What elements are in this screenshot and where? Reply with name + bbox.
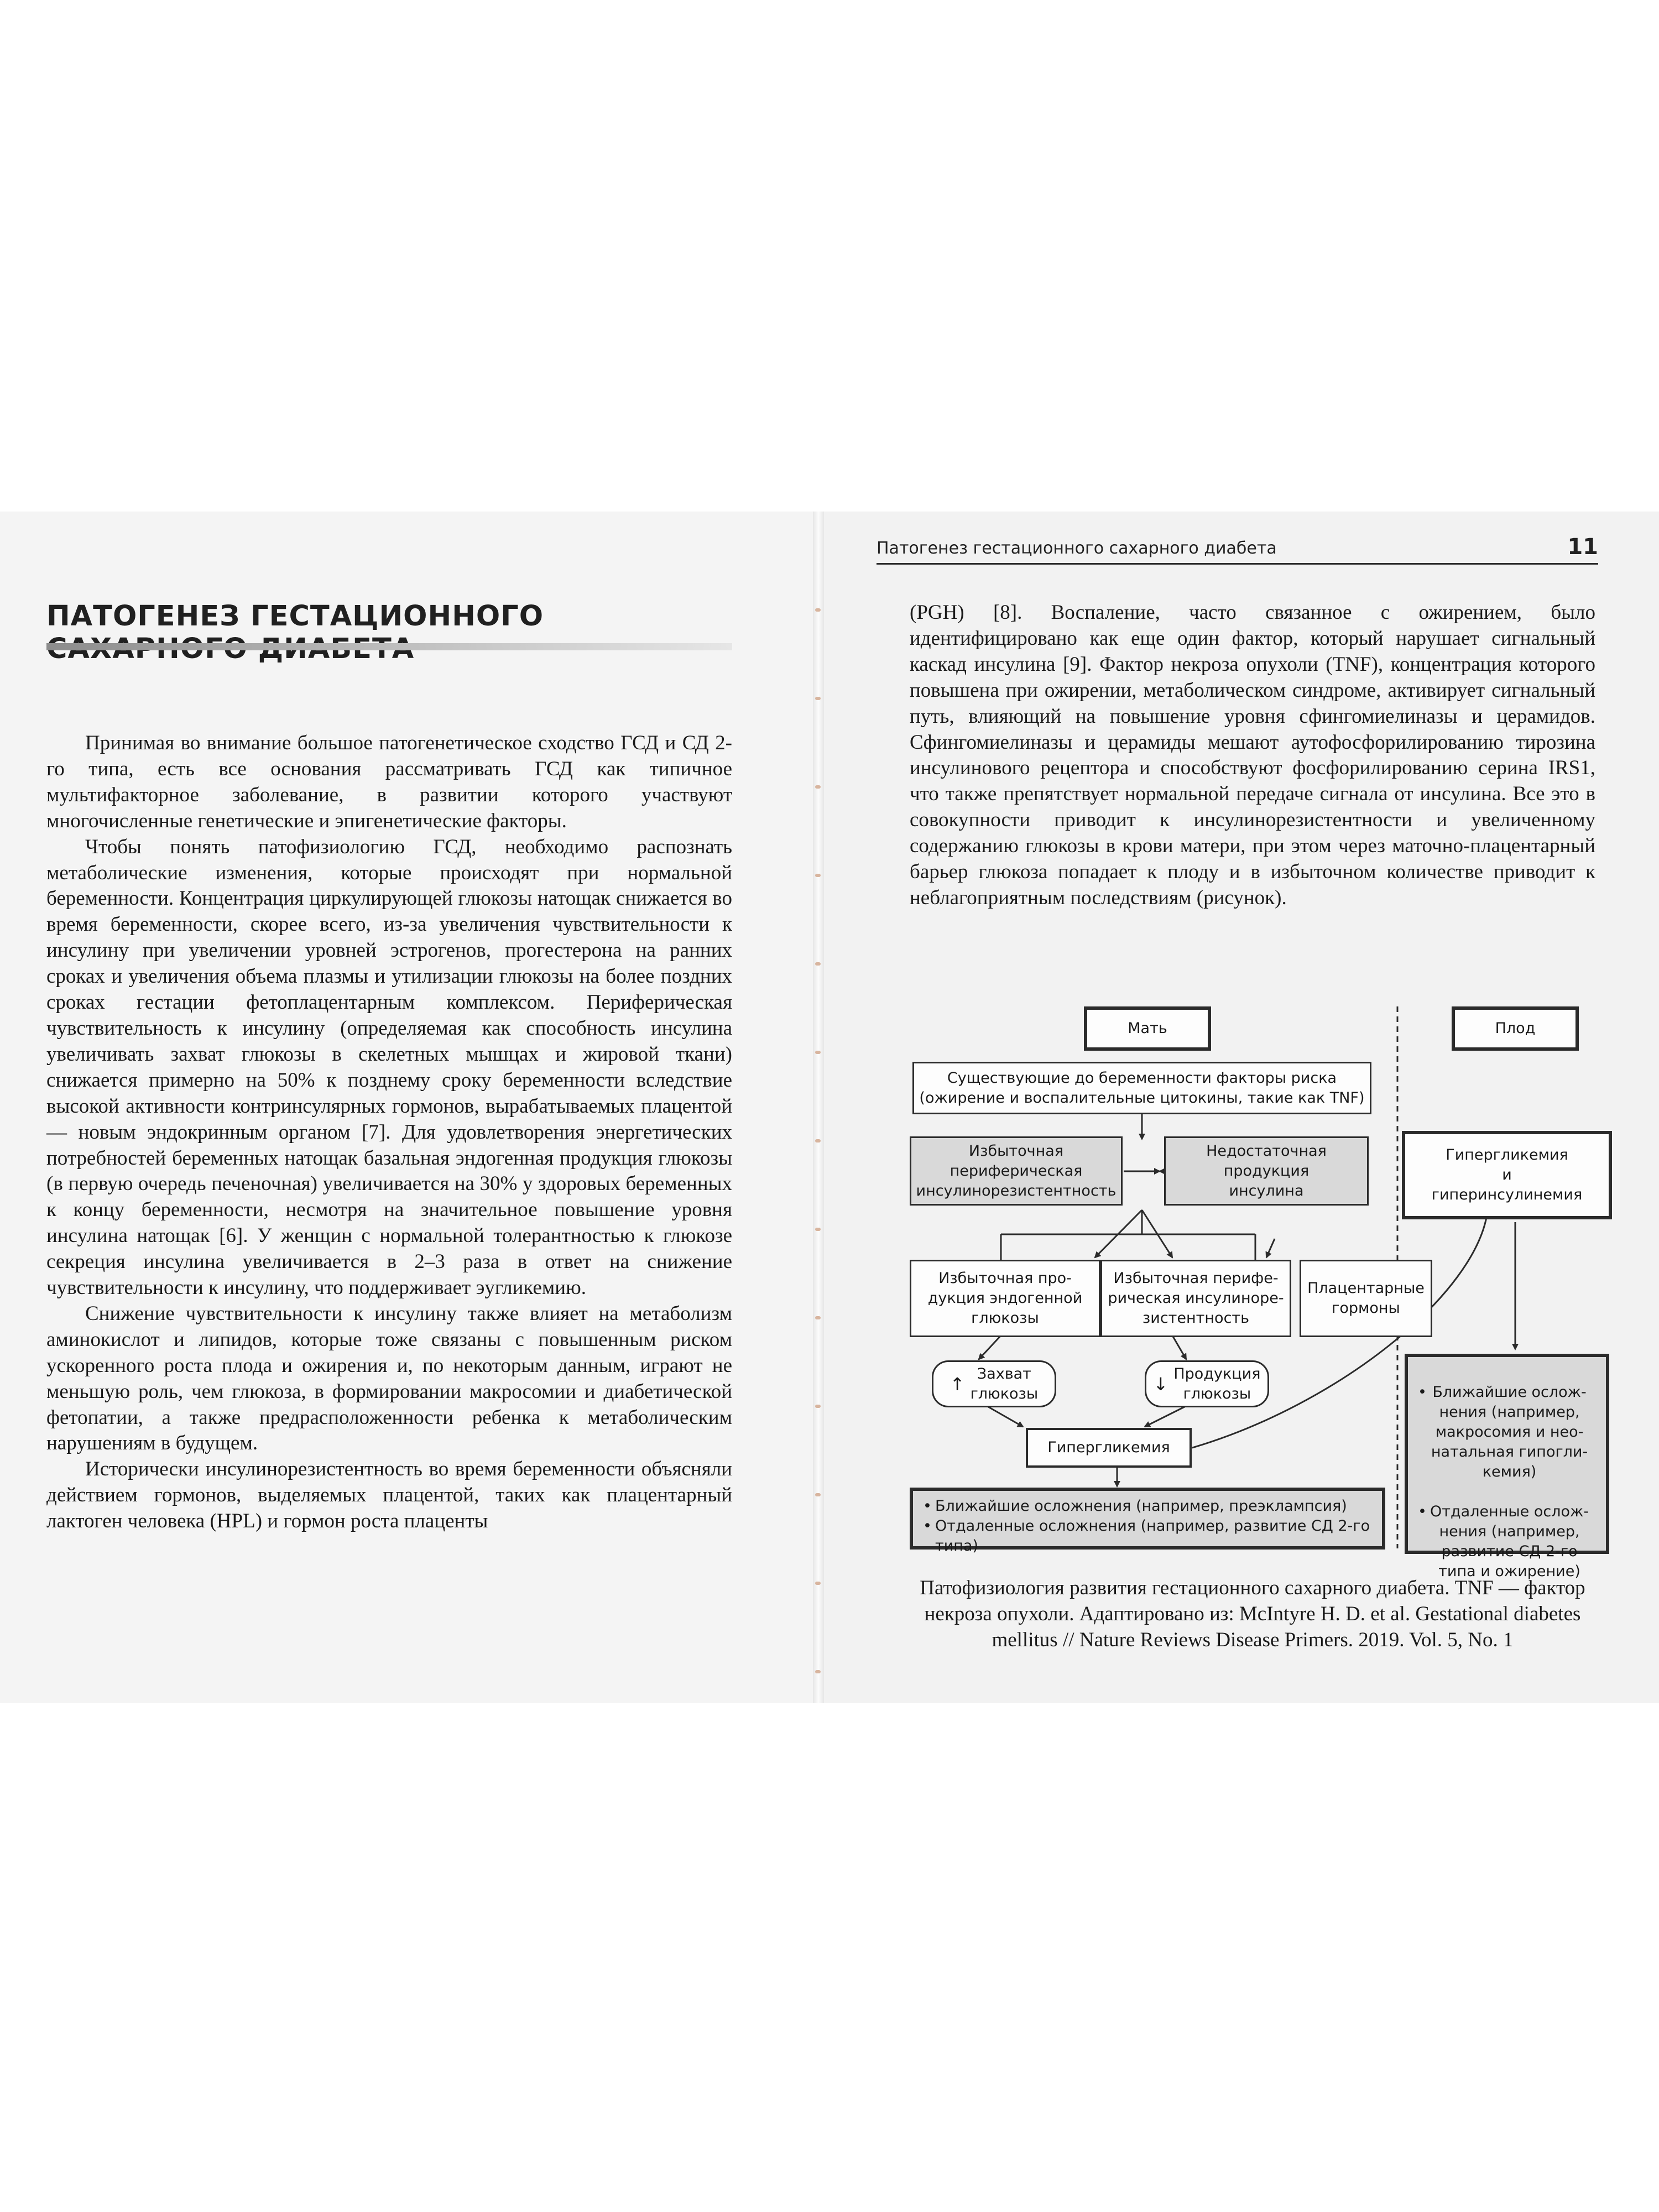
paragraph: Принимая во внимание большое патогенетическое сходство ГСД и СД 2-го типа, есть все основания рассматривать ГСД как типичное мультифакторное заболевание, в развитии которого участвуют многочисленные генетические и эпигенетические факторы. [46, 732, 732, 832]
paragraph: (PGH) [8]. Воспаление, часто связанное с ожирением, было идентифицировано как еще один фактор, который нарушает сигнальный каскад инсулина [9]. Фактор некроза опухоли (TNF), концентрация которого повышена при ожирении, метаболическом синдроме, активирует сигнальный путь, влияющий на повышение уровня сфингомиелиназы и церамидов. Сфингомиелиназы и церамиды мешают аутофосфорилированию тирозина инсулинового рецептора и способствуют фосфорилированию серина IRS1, что также препятствует нормальной передаче сигнала от инсулина. Все это в совокупности приводит к инсулинорезистентности и увеличенному содержанию глюкозы в крови матери, при этом через маточно-плацентарный барьер глюкоза попадает к плоду и в избыточном количестве приводит к неблагоприятным последствиям (рисунок). [910, 601, 1595, 909]
fetal-hyperglycemia-box: Гипергликемия и гиперинсулинемия [1402, 1131, 1612, 1219]
paragraph: Исторически инсулинорезистентность во время беременности объясняли действием гормонов, выделяемых плацентой, таких как плацентарный лактоген человека (HPL) и гормон роста плаценты [46, 1458, 732, 1533]
glucose-production-label: Продукция глюкозы [1173, 1365, 1261, 1402]
maternal-complications-box [910, 1488, 1385, 1554]
arrow-production-hyper [1145, 1405, 1189, 1427]
arrow-to-production [1172, 1335, 1186, 1359]
insulin-deficiency-box: Недостаточная продукция инсулина [1164, 1136, 1369, 1206]
binding-stitch [815, 1316, 821, 1319]
glucose-production-oval [1145, 1360, 1269, 1407]
book-gutter [813, 512, 824, 1703]
pathophysiology-diagram [896, 995, 1615, 1580]
glucose-uptake-oval [932, 1360, 1056, 1407]
binding-stitch [815, 1582, 821, 1585]
fetus-label: Плод [1452, 1006, 1579, 1051]
binding-stitch [815, 608, 821, 612]
running-head-title: Патогенез гестационного сахарного диабета [877, 539, 1277, 558]
paragraph: Чтобы понять патофизиологию ГСД, необходимо распознать метаболические изменения, которые происходят при нормальной беременности. Концентрация циркулирующей глюкозы натощак снижается во время беременности, скорее всего, из-за увеличения чувствительности к инсулину при увеличении уровней эстрогенов, прогестерона на ранних сроках и увеличения объема плазмы и утилизации глюкозы на более поздних сроках гестации фетоплацентарным комплексом. Периферическая чувствительность к инсулину (определяемая как способность инсулина увеличивать захват глюкозы в скелетных мышцах и жировой ткани) снижается примерно на 50% к позднему сроку беременности вследствие высокой активности контринсулярных гормонов, вырабатываемых плацентой — новым эндокринным органом [7]. Для удовлетворения энергетических потребностей беременных натощак базальная эндогенная продукция глюкозы (в первую очередь печеночная) увеличивается на 30% у здоровых беременных к концу беременности, несмотря на значительное повышение уровня инсулина натощак [6]. У женщин с нормальной толерантностью к глюкозе секреция инсулина увеличивается в 2–3 раза в ответ на снижение чувствительности к инсулину, что поддерживает эугликемию. [46, 835, 732, 1300]
down-arrow-icon: ↓ [1153, 1373, 1168, 1395]
arrow-to-uptake [979, 1335, 1001, 1359]
binding-stitch [815, 962, 821, 966]
list-item: • Отдаленные осложнения (например, развитие СД 2-го типа) [921, 1516, 1374, 1556]
endogenous-production-box: Избыточная про- дукция эндогенной глюкозы [910, 1260, 1100, 1337]
list-item: • Ближайшие ослож- нения (например, макросомия и нео- натальная гипогли- кемия) [1416, 1383, 1589, 1482]
up-arrow-icon: ↑ [950, 1373, 965, 1395]
binding-stitch [815, 1405, 821, 1408]
chapter-title: ПАТОГЕНЕЗ ГЕСТАЦИОННОГО [46, 600, 544, 633]
list-item: • Отдаленные ослож- нения (например, развитие СД 2-го типа и ожирение) [1416, 1502, 1589, 1582]
binding-stitch [815, 1051, 821, 1054]
binding-stitch [815, 697, 821, 700]
binding-stitch [815, 874, 821, 877]
placental-hormones-box: Плацентарные гормоны [1300, 1260, 1432, 1337]
running-header [877, 534, 1598, 565]
peripheral-resistance-box: Избыточная периферическая инсулинорезистентность [910, 1136, 1123, 1206]
binding-stitch [815, 1493, 821, 1496]
binding-stitch [815, 1139, 821, 1142]
paragraph: Снижение чувствительности к инсулину также влияет на метаболизм аминокислот и липидов, которые тоже связаны с повышенным риском ускоренного роста плода и ожирения и, по некоторым данным, играют не меньшую роль, чем глюкоза, в формировании макросомии и диабетической фетопатии, а также предрасположенности ребенка к метаболическим нарушениям в будущем. [46, 1302, 732, 1455]
binding-stitch [815, 785, 821, 789]
arrow-uptake-hyper [984, 1405, 1023, 1427]
risk-factors-box: Существующие до беременности факторы риска (ожирение и воспалительные цитокины, такие как TNF) [912, 1062, 1371, 1114]
binding-stitch [815, 1670, 821, 1673]
hyperglycemia-box: Гипергликемия [1026, 1428, 1192, 1468]
page-number: 11 [1567, 534, 1598, 560]
arrow-placental [1266, 1239, 1275, 1258]
list-item: • Ближайшие осложнения (например, преэклампсия) [921, 1496, 1374, 1516]
fetal-complications-box [1405, 1354, 1609, 1580]
title-underline-bar [46, 643, 732, 650]
right-body-text [910, 600, 1595, 911]
binding-stitch [815, 1228, 821, 1231]
glucose-uptake-label: Захват глюкозы [970, 1365, 1039, 1402]
peripheral-resistance-box-2: Избыточная перифе- рическая инсулиноре- зистентность [1100, 1260, 1291, 1337]
figure-caption: Патофизиология развития гестационного сахарного диабета. TNF — фактор некроза опухоли. Адаптировано из: McIntyre H. D. et al. Gestational diabetes mellitus // Nature Reviews Disease Primers. 2019. Vol. 5, No. 1 [920, 1577, 1585, 1651]
left-body-text [46, 731, 732, 1535]
mother-label: Мать [1084, 1006, 1211, 1051]
